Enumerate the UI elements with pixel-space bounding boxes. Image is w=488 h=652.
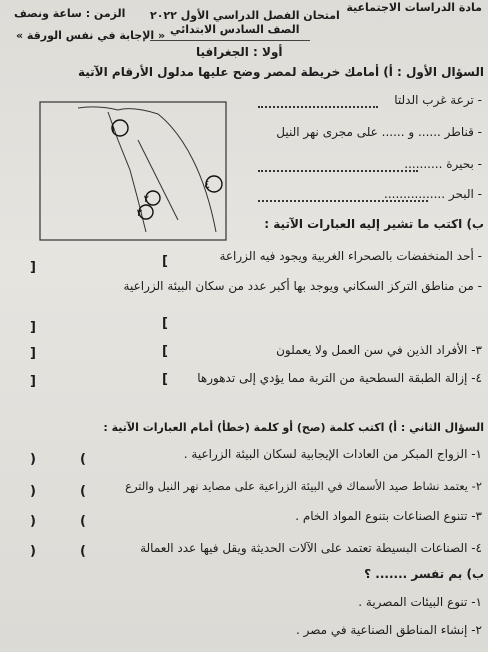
bracket-left-3: [	[30, 346, 36, 361]
grade-label: الصف السادس الابتدائي	[170, 23, 300, 36]
subject-label: مادة الدراسات الاجتماعية	[346, 1, 482, 14]
map-number-4: ٤	[204, 178, 210, 191]
paren-right-4: )	[80, 544, 86, 559]
answer-line-3[interactable]	[258, 170, 418, 172]
q2-item-4: ٤- الصناعات البسيطة تعتمد على الآلات الحديثة ويقل فيها عدد العمالة	[140, 541, 482, 555]
paren-left-1: (	[30, 452, 36, 467]
question1-title: السؤال الأول : أ) أمامك خريطة لمصر وضح عليها مدلول الأرقام الآتية	[77, 65, 484, 79]
map-number-3: ٣	[136, 208, 142, 219]
paren-right-1: )	[80, 452, 86, 467]
map-number-1: ١	[110, 122, 116, 135]
section-geography-title: أولا : الجغرافيا	[196, 45, 283, 59]
answer-line-4[interactable]	[258, 200, 428, 202]
answer-line-1[interactable]	[258, 106, 378, 108]
bracket-right-4: ]	[162, 372, 168, 387]
paren-left-4: (	[30, 544, 36, 559]
q2-item-1: ١- الزواج المبكر من العادات الإيجابية لسكان البيئة الزراعية .	[183, 447, 482, 461]
header-divider	[150, 40, 310, 41]
bracket-left-2: [	[30, 320, 36, 335]
egypt-map	[38, 100, 228, 242]
paren-left-3: (	[30, 514, 36, 529]
map-item-2: - قناطر ...... و ...... على مجرى نهر النيل	[276, 125, 482, 139]
bracket-left-4: [	[30, 374, 36, 389]
bracket-left-1: [	[30, 260, 36, 275]
map-item-3: - بحيرة ..........	[404, 157, 482, 171]
q1b-item-2: - من مناطق التركز السكاني ويوجد بها أكبر عدد من سكان البيئة الزراعية	[123, 279, 482, 293]
q2b-item-1: ١- تنوع البيئات المصرية .	[358, 595, 482, 609]
bracket-right-1: ]	[162, 254, 168, 269]
paren-right-2: )	[80, 484, 86, 499]
question2b-title: ب) بم تفسر ....... ؟	[364, 567, 484, 581]
q1b-item-1: - أحد المنخفضات بالصحراء الغربية ويجود فيه الزراعة	[219, 249, 482, 263]
map-item-1: - ترعة غرب الدلتا	[394, 93, 482, 107]
q1b-item-4: ٤- إزالة الطبقة السطحية من التربة مما يؤدي إلى تدهورها	[197, 371, 482, 385]
map-item-4: - البحر ................	[384, 187, 482, 201]
gulf-line	[138, 140, 178, 220]
answer-note: « الإجابة في نفس الورقة »	[16, 29, 166, 42]
bracket-right-2: ]	[162, 316, 168, 331]
exam-title: امتحان الفصل الدراسي الأول ٢٠٢٢	[150, 9, 340, 22]
time-label: الزمن : ساعة ونصف	[14, 7, 126, 20]
map-coast	[78, 107, 216, 232]
q2b-item-2: ٢- إنشاء المناطق الصناعية في مصر .	[295, 623, 482, 637]
q1b-item-3: ٣- الأفراد الذين في سن العمل ولا يعملون	[276, 343, 482, 357]
q2-item-3: ٣- تتنوع الصناعات بتنوع المواد الخام .	[295, 509, 482, 523]
bracket-right-3: ]	[162, 344, 168, 359]
question2-title: السؤال الثاني : أ) اكتب كلمة (صح) أو كلمة (خطأ) أمام العبارات الآتية :	[103, 421, 484, 434]
q2-item-2: ٢- يعتمد نشاط صيد الأسماك في البيئة الزراعية على مصايد نهر النيل والترع	[125, 479, 482, 493]
paren-left-2: (	[30, 484, 36, 499]
map-number-2: ٢	[143, 194, 149, 205]
question1b-title: ب) اكتب ما تشير إليه العبارات الآتية :	[264, 217, 484, 231]
paren-right-3: )	[80, 514, 86, 529]
